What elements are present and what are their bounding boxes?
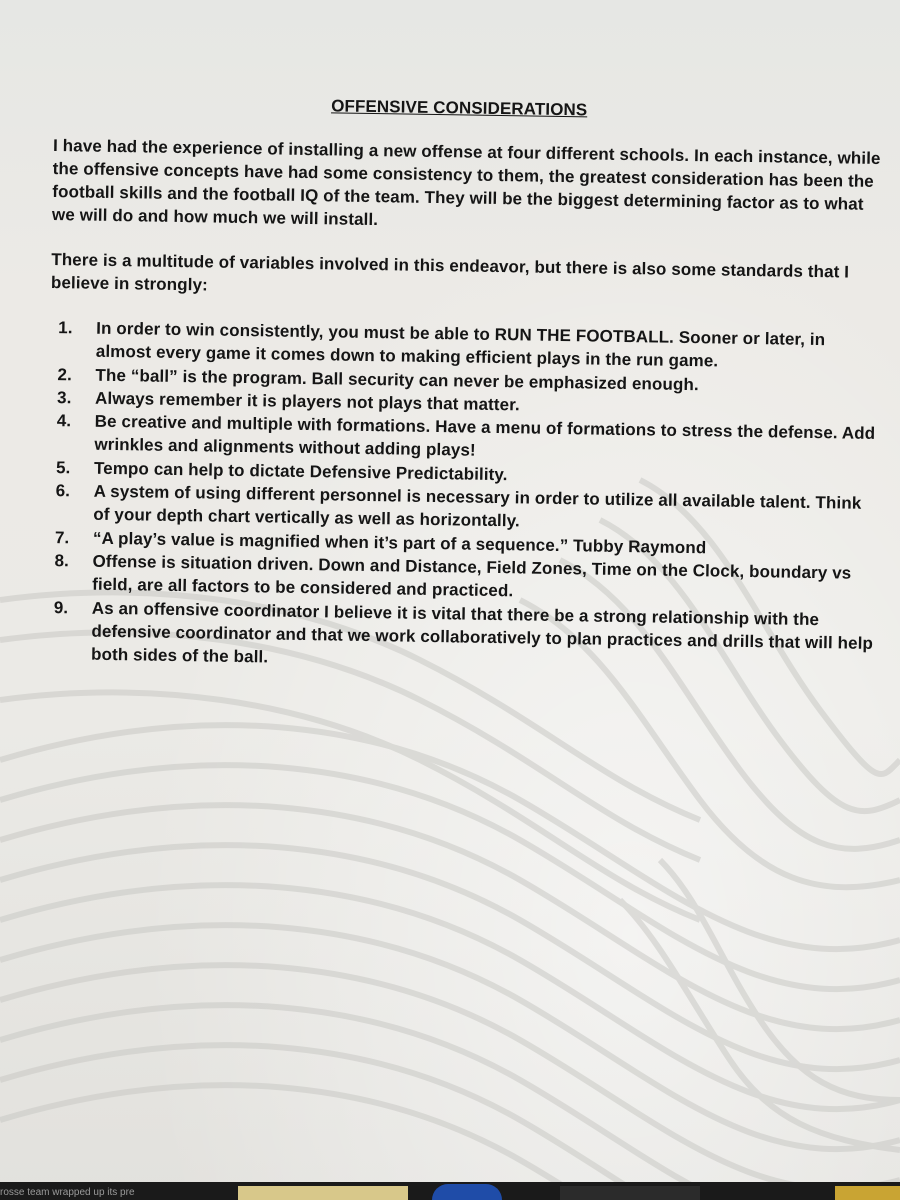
thumbnail-image (238, 1186, 408, 1200)
list-item (43, 595, 879, 678)
list-number: 2. (57, 364, 73, 384)
list-number: 8. (54, 551, 70, 571)
thumbnail-image (835, 1186, 900, 1200)
list-number: 7. (54, 527, 70, 547)
list-text: Offense is situation driven. Down and Distance, Field Zones, Time on the Clock, boundary vs field, are all factors to be considered and practiced. (92, 551, 852, 601)
list-text: As an offensive coordinator I believe it is vital that there be a strong relationship with the defensive coordinator and that we work collaboratively to plan practices and drills that will help both sides of the ball. (90, 598, 874, 667)
list-text: Tempo can help to dictate Defensive Predictability. (93, 458, 508, 484)
list-text: In order to win consistently, you must be able to RUN THE FOOTBALL. Sooner or later, in almost every game it comes down to making efficient plays in the run game. (95, 318, 826, 371)
list-number: 9. (53, 597, 69, 617)
document-page (43, 88, 887, 678)
list-number: 1. (58, 318, 73, 338)
list-number: 4. (56, 411, 72, 431)
standards-list (43, 316, 883, 679)
thumbnail-logo (432, 1184, 502, 1200)
list-number: 5. (55, 457, 71, 478)
background-caption: rosse team wrapped up its pre (0, 1187, 135, 1198)
list-text: Be creative and multiple with formations. Have a menu of formations to stress the defense. Add wrinkles and alignments without adding plays! (94, 411, 876, 461)
list-text: A system of using different personnel is necessary in order to utilize all available talent. Think of your depth chart vertically as well as horizontally. (93, 481, 862, 531)
thumbnail-image (560, 1186, 700, 1200)
list-text: “A play’s value is magnified when it’s part of a sequence.” Tubby Raymond (92, 528, 707, 558)
intro-paragraph: I have had the experience of installing a new offense at four different schools. In each instance, while the offensive concepts have had some consistency to them, the greatest consideration has been the football skills and the football IQ of the team. They will be the biggest determining factor as to what we will do and how much we will install. (51, 136, 881, 230)
list-text: Always remember it is players not plays that matter. (94, 388, 520, 415)
document-title: OFFENSIVE CONSIDERATIONS (331, 96, 588, 120)
list-number: 6. (55, 481, 71, 501)
list-text: The “ball” is the program. Ball security can never be emphasized enough. (95, 365, 699, 394)
standards-paragraph: There is a multitude of variables involved in this endeavor, but there is also some standards that I believe in strongly: (50, 250, 850, 295)
list-number: 3. (56, 388, 72, 408)
